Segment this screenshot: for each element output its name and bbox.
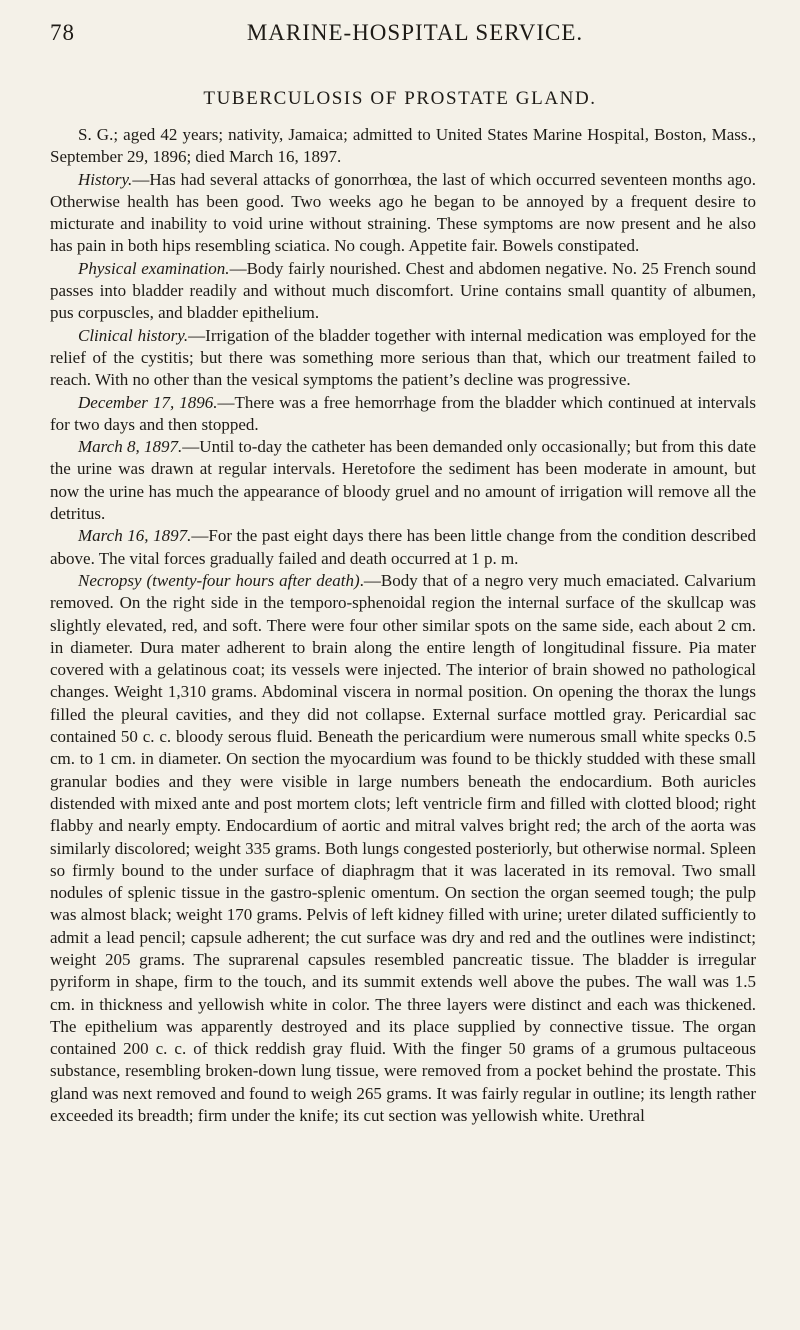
running-title: MARINE-HOSPITAL SERVICE. — [246, 20, 584, 45]
physical-exam-text: —Body fairly nourished. Chest and abdomen negative. No. 25 French sound passes into bladder readily and without much discomfort. Urine contains small quantity of albumen, pus corpuscles, and bladder epithelium. — [50, 258, 757, 323]
case-intro-paragraph: S. G.; aged 42 years; nativity, Jamaica; admitted to United States Marine Hospital, Boston, Mass., September 29, 1896; died March 16, 1897. — [50, 125, 756, 167]
article-body — [50, 124, 756, 1127]
mar16-heading: March 16, 1897. — [78, 526, 192, 546]
clinical-history-heading: Clinical history. — [78, 325, 189, 345]
mar8-heading: March 8, 1897. — [78, 437, 183, 457]
history-heading: History. — [78, 169, 133, 189]
running-header — [50, 20, 750, 52]
history-paragraph — [50, 169, 756, 258]
dec17-text: —There was a free hemorrhage from the bladder which continued at intervals for two days and then stopped. — [50, 392, 756, 434]
article-title: TUBERCULOSIS OF PROSTATE GLAND. — [203, 88, 597, 109]
mar8-text: —Until to-day the catheter has been demanded only occasionally; but from this date the urine was drawn at regular intervals. Heretofore the sediment has been moderate in amount, but now the urine has much the appearance of bloody gruel and no amount of irrigation will remove all the detritus. — [50, 437, 756, 524]
dec17-heading: December 17, 1896. — [78, 392, 218, 412]
mar8-paragraph — [50, 436, 756, 525]
physical-exam-heading: Physical examination. — [78, 258, 230, 278]
page-number: 78 — [50, 20, 75, 45]
necropsy-text: .—Body that of a negro very much emaciated. Calvarium removed. On the right side in the temporo-sphenoidal region the internal surface of the skullcap was slightly elevated, red, and soft. There were four other similar spots on the same side, each about 2 cm. in diameter. Dura mater adherent to brain along the entire length of longitudinal fissure. Pia mater covered with a gelatinous coat; its vessels were injected. The interior of brain showed no pathological changes. Weight 1,310 grams. Abdominal viscera in normal position. On opening the thorax the lungs filled the pleural cavities, and they did not collapse. External surface mottled gray. Pericardial sac contained 50 c. c. bloody serous fluid. Beneath the pericardium were numerous small white specks 0.5 cm. to 1 cm. in diameter. On section the myocardium was found to be thickly studded with these small granular bodies and they were visible in large numbers beneath the endocardium. Both auricles distended with mixed ante and post mortem clots; left ventricle firm and filled with clotted blood; right flabby and nearly empty. Endocardium of aortic and mitral valves bright red; the arch of the aorta was similarly discolored; weight 335 grams. Both lungs congested posteriorly, but otherwise normal. Spleen so firmly bound to the under surface of diaphragm that it was lacerated in its removal. Two small nodules of splenic tissue in the gastro-splenic omentum. On section the organ seemed tough; the pulp was almost black; weight 170 grams. Pelvis of left kidney filled with urine; ureter dilated sufficiently to admit a lead pencil; capsule adherent; the cut surface was dry and red and the outlines were indistinct; weight 205 grams. The suprarenal capsules resembled pancreatic tissue. The bladder is irregular pyriform in shape, firm to the touch, and its summit extends well above the pubes. The wall was 1.5 cm. in thickness and yellowish white in color. The three layers were distinct and each was thickened. The epithelium was apparently destroyed and its place supplied by connective tissue. The organ contained 200 c. c. of thick reddish gray fluid. With the finger 50 grams of a grumous pultaceous substance, resembling broken-down lung tissue, were removed from a pocket behind the prostate. This gland was next removed and found to weigh 265 grams. It was fairly regular in outline; its length rather exceeded its breadth; firm under the knife; its cut section was yellowish white. Urethral — [50, 570, 756, 1126]
mar16-text: —For the past eight days there has been little change from the condition described above. The vital forces gradually failed and death occurred at 1 p. m. — [50, 526, 756, 568]
clinical-history-text: —Irrigation of the bladder together with internal medication was employed for the relief of the cystitis; but there was something more serious than that, which our treatment failed to reach. With no other than the vesical symptoms the patient’s decline was progressive. — [50, 325, 757, 390]
necropsy-note: (twenty-four hours after death) — [146, 570, 360, 590]
mar16-paragraph — [50, 525, 756, 570]
necropsy-heading: Necropsy — [78, 570, 142, 590]
history-text: —Has had several attacks of gonorrhœa, the last of which occurred seventeen months ago. Otherwise health has been good. Two weeks ago he began to be annoyed by a frequent desire to micturate and inability to void urine without straining. These symptoms are now present and he also has pain in both hips resembling sciatica. No cough. Appetite fair. Bowels constipated. — [50, 169, 756, 256]
necropsy-paragraph — [50, 570, 756, 1127]
dec17-paragraph — [50, 392, 756, 437]
clinical-history-paragraph — [50, 325, 756, 392]
physical-exam-paragraph — [50, 258, 756, 325]
